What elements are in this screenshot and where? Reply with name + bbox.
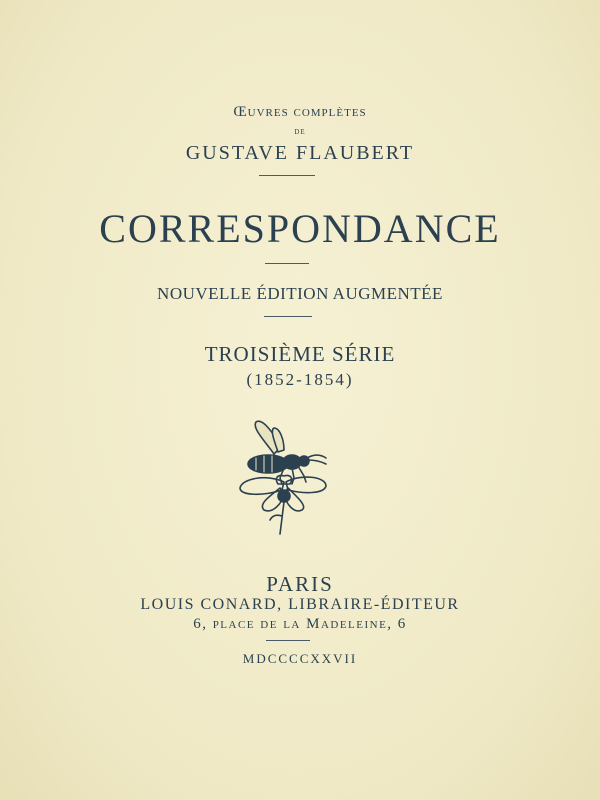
imprint-city: PARIS [266, 572, 334, 596]
edition-line: NOUVELLE ÉDITION AUGMENTÉE [157, 284, 443, 303]
divider-rule [265, 263, 309, 264]
series-label: TROISIÈME SÉRIE [204, 342, 396, 366]
publisher-address: 6, place de la Madeleine, 6 [193, 616, 407, 632]
author-name: GUSTAVE FLAUBERT [185, 142, 415, 164]
collection-line: Œuvres complètes [233, 104, 367, 120]
years-range: (1852-1854) [246, 370, 354, 389]
bee-on-flower-icon [234, 418, 334, 540]
book-title: CORRESPONDANCE [99, 206, 501, 251]
publisher-name: LOUIS CONARD, LIBRAIRE-ÉDITEUR [140, 596, 460, 613]
publication-date: MDCCCCXXVII [242, 651, 358, 666]
divider-rule [259, 175, 315, 176]
divider-rule [266, 640, 310, 641]
de-line: de [294, 126, 306, 137]
divider-rule [264, 316, 312, 317]
